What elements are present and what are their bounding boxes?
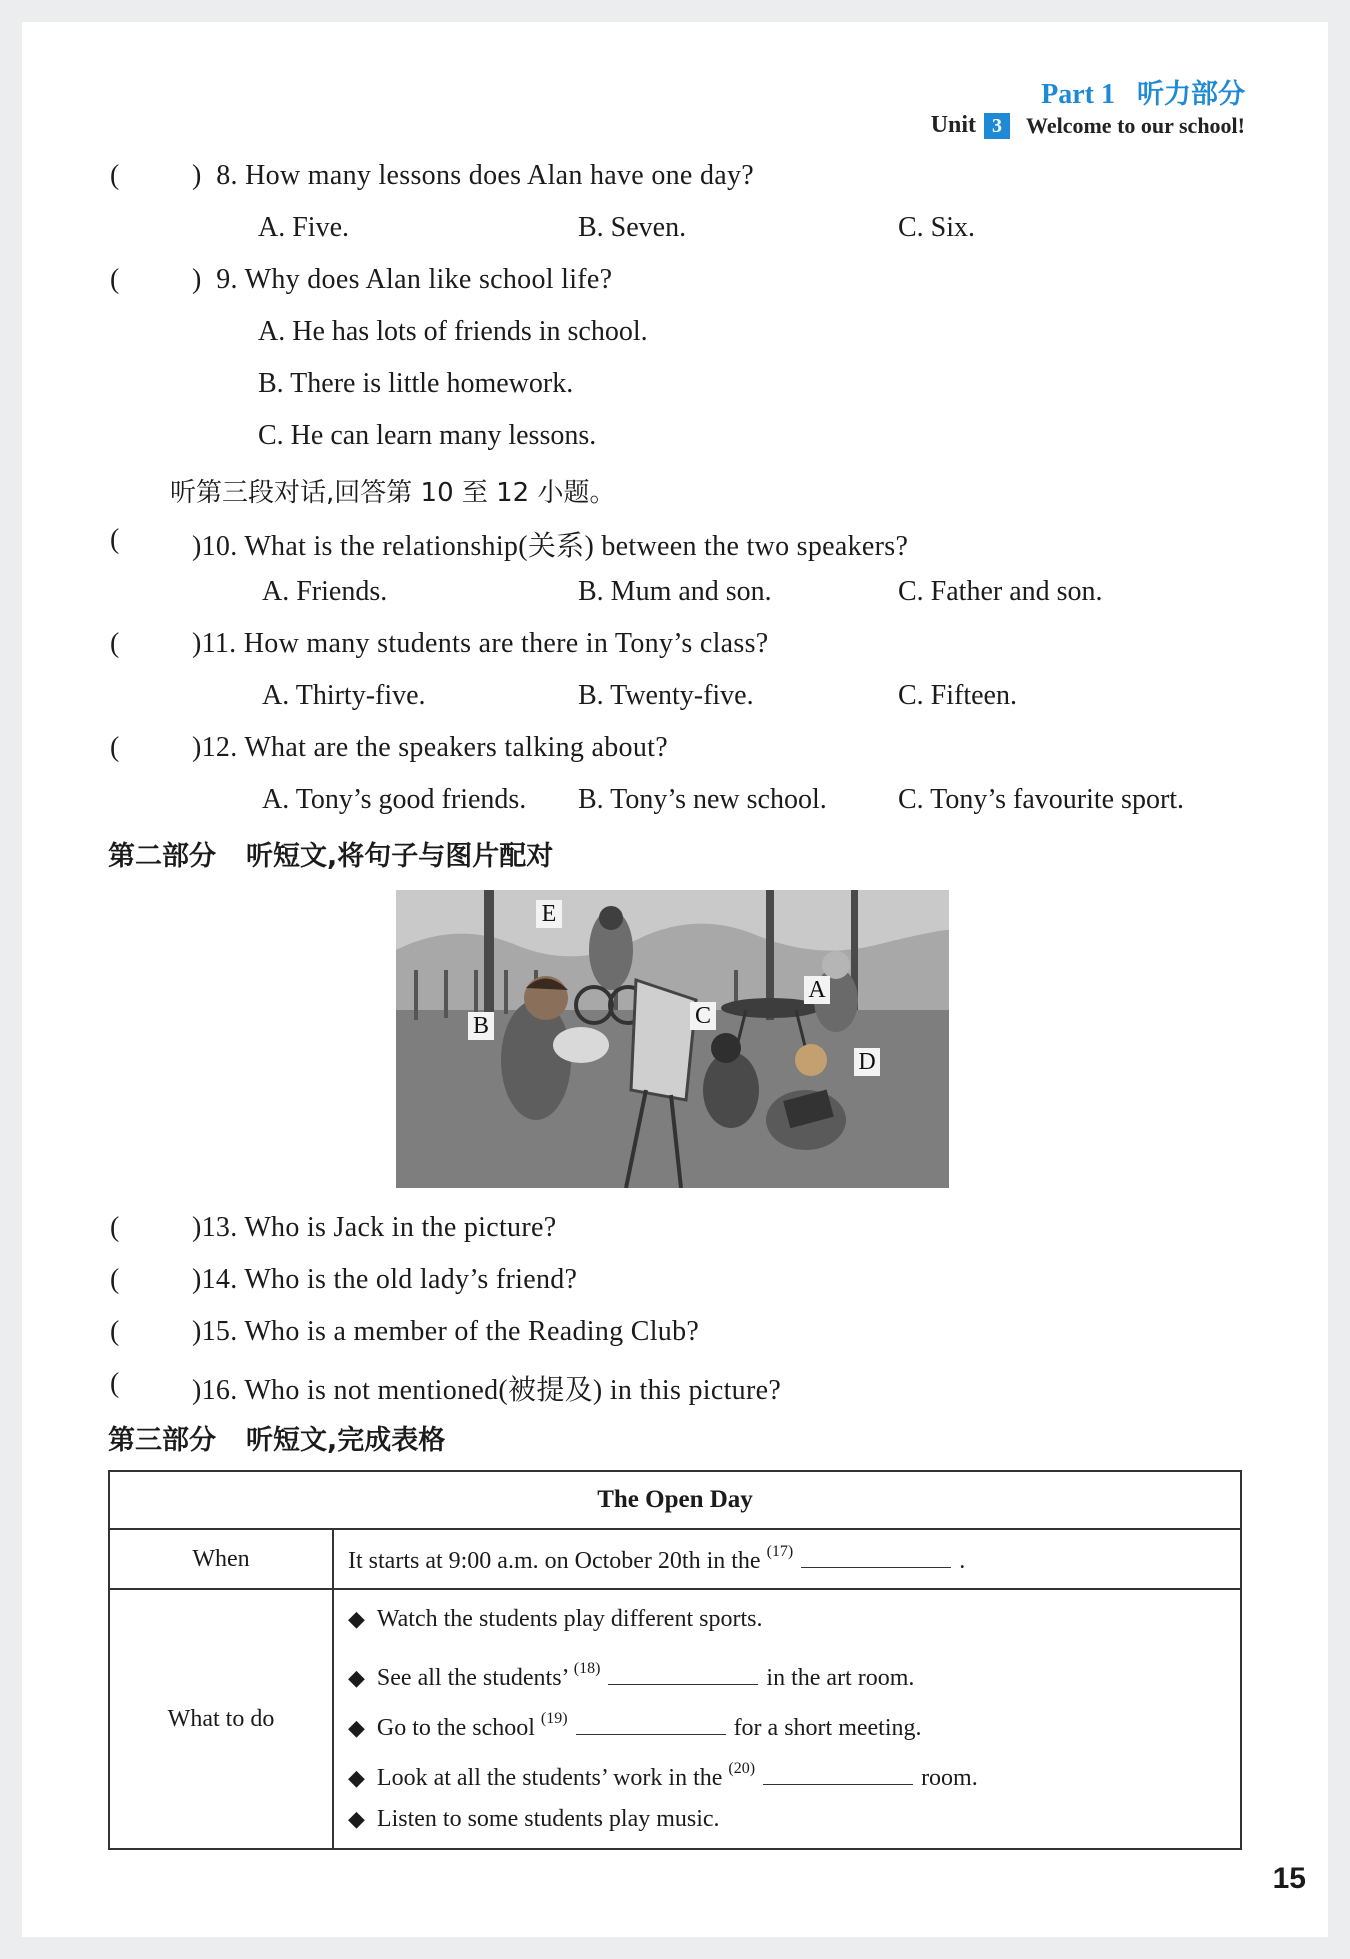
option-11b[interactable]: B. Twenty-five. bbox=[578, 680, 754, 711]
when-cell: It starts at 9:00 a.m. on October 20th in the $^{(17)}$ . bbox=[333, 1529, 1241, 1589]
blank-number-18: (18) bbox=[573, 1660, 601, 1677]
answer-blank-18[interactable] bbox=[608, 1662, 758, 1685]
option-11a[interactable]: A. Thirty-five. bbox=[262, 680, 426, 711]
todo-text-after: room. bbox=[921, 1765, 978, 1791]
answer-paren[interactable]: ( bbox=[110, 1316, 120, 1347]
header-unit bbox=[931, 112, 1245, 139]
header-part bbox=[1041, 72, 1245, 111]
answer-blank-19[interactable] bbox=[576, 1712, 726, 1735]
diamond-bullet-icon: ◆ bbox=[348, 1666, 365, 1691]
answer-paren[interactable]: ( bbox=[110, 1264, 120, 1295]
todo-text: Watch the students play different sports. bbox=[376, 1606, 763, 1632]
todo-item bbox=[348, 1594, 1239, 1644]
part-label: Part 1 bbox=[1041, 79, 1115, 110]
park-scene-picture bbox=[396, 890, 949, 1188]
question-14: )14. Who is the old lady’s friend? bbox=[192, 1264, 578, 1295]
todo-text-after: in the art room. bbox=[766, 1665, 915, 1691]
option-9c[interactable]: C. He can learn many lessons. bbox=[258, 420, 597, 451]
section-2-label: 第二部分 bbox=[108, 841, 216, 872]
section-2-subtitle: 听短文,将句子与图片配对 bbox=[246, 841, 554, 872]
option-8a[interactable]: A. Five. bbox=[258, 212, 349, 243]
question-12: )12. What are the speakers talking about? bbox=[192, 732, 668, 763]
unit-title: Welcome to our school! bbox=[1026, 112, 1245, 138]
todo-text-after: for a short meeting. bbox=[733, 1715, 922, 1741]
table-title: The Open Day bbox=[109, 1471, 1241, 1529]
diamond-bullet-icon: ◆ bbox=[348, 1807, 365, 1832]
section-3-title bbox=[108, 1418, 445, 1457]
todo-item bbox=[348, 1644, 1239, 1694]
question-15: )15. Who is a member of the Reading Club? bbox=[192, 1316, 700, 1347]
unit-number-badge: 3 bbox=[984, 113, 1010, 139]
picture-label-a: A bbox=[804, 976, 830, 1004]
answer-paren[interactable]: ( bbox=[110, 1368, 120, 1399]
answer-blank-17[interactable] bbox=[801, 1545, 951, 1568]
section-2-title bbox=[108, 834, 553, 873]
picture-label-b: B bbox=[468, 1012, 494, 1040]
answer-paren[interactable]: ( bbox=[110, 732, 120, 763]
diamond-bullet-icon: ◆ bbox=[348, 1766, 365, 1791]
question-9: ) 9. Why does Alan like school life? bbox=[192, 264, 613, 295]
unit-word: Unit bbox=[930, 112, 977, 138]
section-3-label: 第三部分 bbox=[108, 1425, 216, 1456]
answer-paren[interactable]: ( bbox=[110, 160, 120, 191]
option-12a[interactable]: A. Tony’s good friends. bbox=[262, 784, 527, 815]
question-13: )13. Who is Jack in the picture? bbox=[192, 1212, 557, 1243]
option-10c[interactable]: C. Father and son. bbox=[898, 576, 1103, 607]
answer-blank-20[interactable] bbox=[763, 1762, 913, 1785]
todo-item bbox=[348, 1694, 1239, 1744]
todo-text: Go to the school bbox=[376, 1715, 535, 1741]
blank-number-17: (17) bbox=[766, 1543, 794, 1560]
blank-number-20: (20) bbox=[728, 1760, 756, 1777]
blank-number-19: (19) bbox=[540, 1710, 568, 1727]
option-9b[interactable]: B. There is little homework. bbox=[258, 368, 574, 399]
part-zh-label: 听力部分 bbox=[1137, 79, 1245, 110]
option-8b[interactable]: B. Seven. bbox=[578, 212, 687, 243]
page-number: 15 bbox=[1272, 1862, 1306, 1895]
answer-paren[interactable]: ( bbox=[110, 264, 120, 295]
instruction-dialogue-3: 听第三段对话,回答第 10 至 12 小题。 bbox=[170, 478, 616, 508]
todo-label: What to do bbox=[109, 1589, 333, 1849]
diamond-bullet-icon: ◆ bbox=[348, 1607, 365, 1632]
question-8: ) 8. How many lessons does Alan have one day? bbox=[192, 160, 755, 191]
todo-text: Look at all the students’ work in the bbox=[376, 1765, 723, 1791]
table-row bbox=[109, 1529, 1241, 1589]
option-10a[interactable]: A. Friends. bbox=[262, 576, 388, 607]
option-10b[interactable]: B. Mum and son. bbox=[578, 576, 772, 607]
diamond-bullet-icon: ◆ bbox=[348, 1716, 365, 1741]
table-row bbox=[109, 1589, 1241, 1849]
answer-paren[interactable]: ( bbox=[110, 524, 120, 555]
section-3-subtitle: 听短文,完成表格 bbox=[246, 1425, 446, 1456]
picture-label-c: C bbox=[690, 1002, 716, 1030]
todo-item bbox=[348, 1794, 1239, 1844]
todo-text: See all the students’ bbox=[376, 1665, 568, 1691]
when-text: It starts at 9:00 a.m. on October 20th in the bbox=[348, 1548, 761, 1574]
option-8c[interactable]: C. Six. bbox=[898, 212, 976, 243]
option-12b[interactable]: B. Tony’s new school. bbox=[578, 784, 827, 815]
todo-item bbox=[348, 1744, 1239, 1794]
question-10: )10. What is the relationship(关系) between the two speakers? bbox=[192, 531, 909, 562]
todo-text: Listen to some students play music. bbox=[376, 1806, 720, 1832]
option-11c[interactable]: C. Fifteen. bbox=[898, 680, 1017, 711]
todo-cell bbox=[333, 1589, 1241, 1849]
when-label: When bbox=[109, 1529, 333, 1589]
question-16: )16. Who is not mentioned(被提及) in this picture? bbox=[192, 1375, 782, 1406]
answer-paren[interactable]: ( bbox=[110, 628, 120, 659]
option-9a[interactable]: A. He has lots of friends in school. bbox=[258, 316, 648, 347]
picture-label-e: E bbox=[536, 900, 562, 928]
answer-paren[interactable]: ( bbox=[110, 1212, 120, 1243]
question-11: )11. How many students are there in Tony’s class? bbox=[192, 628, 769, 659]
option-12c[interactable]: C. Tony’s favourite sport. bbox=[898, 784, 1185, 815]
open-day-table bbox=[108, 1470, 1242, 1850]
picture-label-d: D bbox=[854, 1048, 880, 1076]
